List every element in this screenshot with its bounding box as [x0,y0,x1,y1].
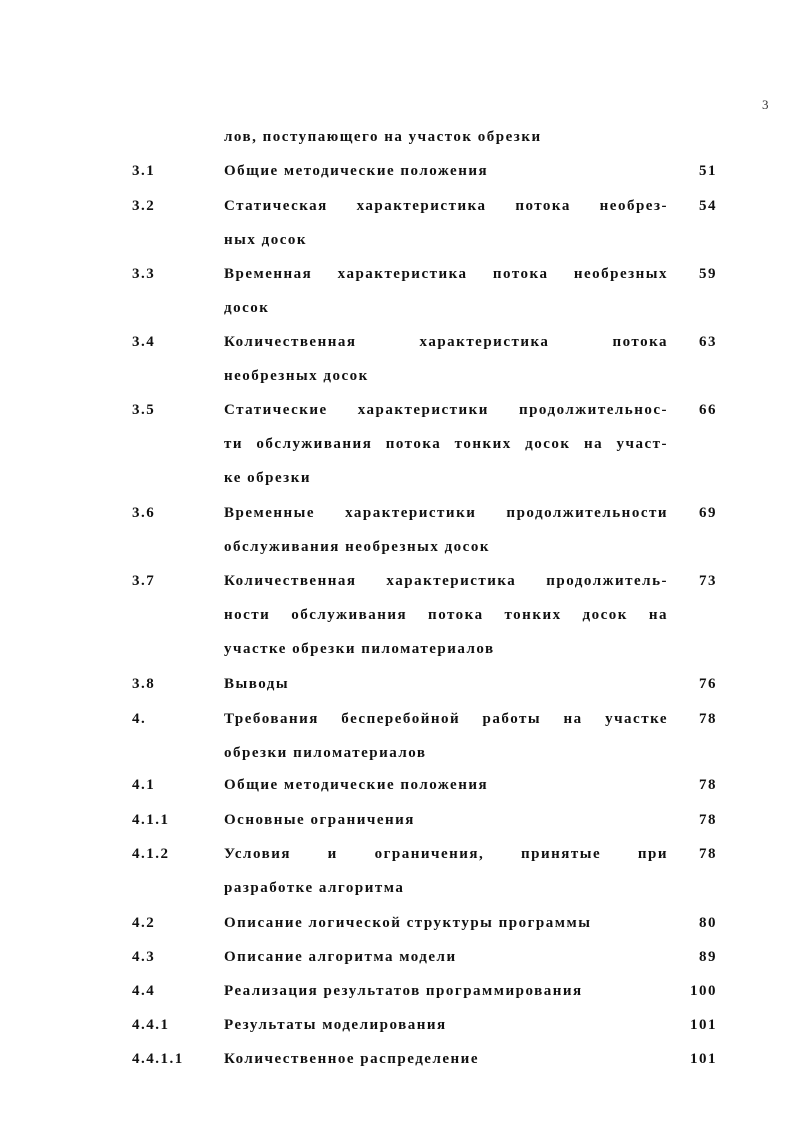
toc-entry-title-line: Описание логической структуры программы [224,915,592,931]
toc-entry-title-line: обрезки пиломатериалов [224,745,427,761]
toc-entry-title [224,189,668,257]
toc-entry-title-line: ке обрезки [224,470,311,486]
toc-entry-title [224,837,668,905]
toc-entry-title-line: Общие методические положения [224,777,489,793]
toc-entry-page: 78 [699,812,717,828]
toc-entry-page: 66 [699,402,717,418]
toc-entry-title [224,393,668,495]
toc-entry-title [224,974,668,1008]
toc-entry-title-line: обслуживания необрезных досок [224,539,490,555]
toc-entry-page: 63 [699,334,717,350]
toc-entry-page: 80 [699,915,717,931]
toc-entry-title-line: Условия и ограничения, принятые при [224,846,668,862]
page-number: 3 [762,97,769,112]
toc-entry-page: 101 [690,1017,717,1033]
toc-entry-title-line: ных досок [224,232,307,248]
toc-entry-title-line: Количественная характеристика потока [224,334,668,350]
toc-entry-title [224,564,668,666]
toc-entry-number: 4.1.2 [132,846,170,862]
toc-entry-number: 3.5 [132,402,156,418]
toc-entry-number: 3.4 [132,334,156,350]
toc-entry-number: 4.1.1 [132,812,170,828]
toc-entry-title [224,1042,668,1076]
toc-entry-title-line: Общие методические положения [224,163,489,179]
toc-entry-title-line: ности обслуживания потока тонких досок на [224,607,668,623]
toc-entry-title [224,496,668,564]
toc-entry-title-line: досок [224,300,270,316]
toc-entry-title-line: ти обслуживания потока тонких досок на участ- [224,436,668,452]
toc-entry-page: 78 [699,711,717,727]
toc-entry-title [224,154,668,188]
toc-entry-page: 69 [699,505,717,521]
toc-entry-page: 78 [699,777,717,793]
toc-entry-page: 76 [699,676,717,692]
toc-entry-page: 54 [699,198,717,214]
toc-entry-title [224,120,668,154]
toc-entry-title-line: Реализация результатов программирования [224,983,583,999]
toc-entry-title [224,1008,668,1042]
toc-entry-title-line: лов, поступающего на участок обрезки [224,129,542,145]
toc-entry-title [224,940,668,974]
toc-entry-title-line: Количественное распределение [224,1051,479,1067]
toc-entry-page: 100 [690,983,717,999]
toc-entry-title-line: разработке алгоритма [224,880,405,896]
toc-entry-number: 3.6 [132,505,156,521]
toc-entry-number: 3.2 [132,198,156,214]
toc-entry-title [224,257,668,325]
toc-entry-number: 3.3 [132,266,156,282]
toc-entry-title-line: Выводы [224,676,290,692]
toc-entry-title [224,906,668,940]
toc-entry-page: 101 [690,1051,717,1067]
toc-entry-number: 3.1 [132,163,156,179]
toc-entry-number: 4.1 [132,777,156,793]
toc-entry-number: 4.4.1.1 [132,1051,184,1067]
toc-entry-number: 4.4 [132,983,156,999]
toc-entry-title-line: Статическая характеристика потока необрез- [224,198,668,214]
toc-entry-page: 51 [699,163,717,179]
toc-entry-number: 4.2 [132,915,156,931]
toc-entry-page: 73 [699,573,717,589]
toc-entry-title-line: необрезных досок [224,368,369,384]
toc-entry-title-line: Описание алгоритма модели [224,949,457,965]
toc-entry-title [224,702,668,770]
toc-entry-title-line: Требования бесперебойной работы на участке [224,711,668,727]
toc-entry-number: 3.7 [132,573,156,589]
toc-entry-title-line: Количественная характеристика продолжитель- [224,573,668,589]
toc-entry-title [224,667,668,701]
toc-entry-title-line: Основные ограничения [224,812,415,828]
toc-entry-title [224,803,668,837]
toc-entry-title-line: участке обрезки пиломатериалов [224,641,495,657]
toc-entry-title [224,325,668,393]
toc-entry-title-line: Статические характеристики продолжительнос- [224,402,668,418]
toc-entry-number: 4. [132,711,147,727]
toc-entry-page: 89 [699,949,717,965]
toc-entry-title-line: Результаты моделирования [224,1017,447,1033]
toc-entry-number: 4.4.1 [132,1017,170,1033]
toc-entry-title-line: Временная характеристика потока необрезных [224,266,668,282]
toc-entry-title [224,768,668,802]
toc-entry-number: 3.8 [132,676,156,692]
toc-entry-page: 78 [699,846,717,862]
toc-entry-page: 59 [699,266,717,282]
toc-entry-number: 4.3 [132,949,156,965]
toc-entry-title-line: Временные характеристики продолжительности [224,505,668,521]
